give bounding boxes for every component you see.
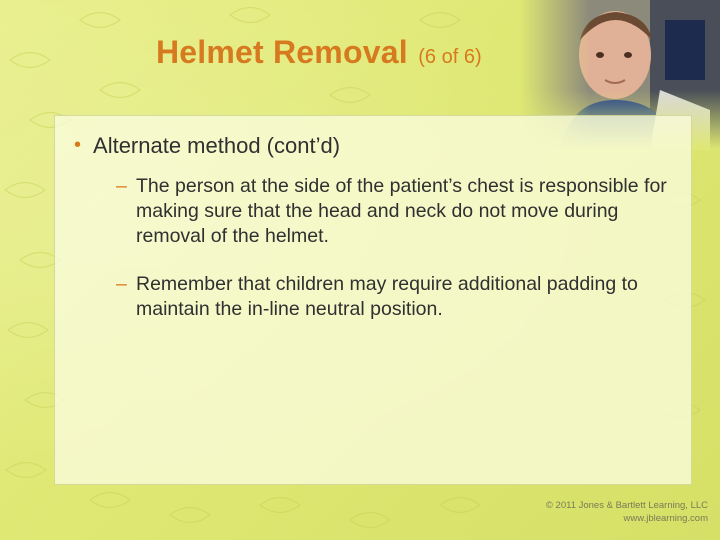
copyright-text: © 2011 Jones & Bartlett Learning, LLC bbox=[545, 500, 708, 511]
title-main: Helmet Removal bbox=[156, 34, 408, 70]
copyright-footer bbox=[546, 499, 708, 525]
subpoint-item bbox=[116, 272, 676, 322]
subpoint-text: The person at the side of the patient’s chest is responsible for making sure that the head and neck do not move during removal of the helmet. bbox=[136, 175, 667, 247]
slide-title bbox=[156, 34, 482, 71]
subpoint-text: Remember that children may require additional padding to maintain the in-line neutral position. bbox=[136, 273, 638, 320]
dash-glyph: – bbox=[116, 273, 127, 295]
bullet-glyph: • bbox=[74, 134, 82, 156]
bullet-item bbox=[74, 133, 340, 159]
subpoint-item bbox=[116, 174, 676, 249]
bullet-text: Alternate method (cont’d) bbox=[93, 133, 341, 158]
title-suffix: (6 of 6) bbox=[418, 46, 482, 68]
website-text: www.jblearning.com bbox=[623, 513, 708, 524]
dash-glyph: – bbox=[116, 175, 127, 197]
